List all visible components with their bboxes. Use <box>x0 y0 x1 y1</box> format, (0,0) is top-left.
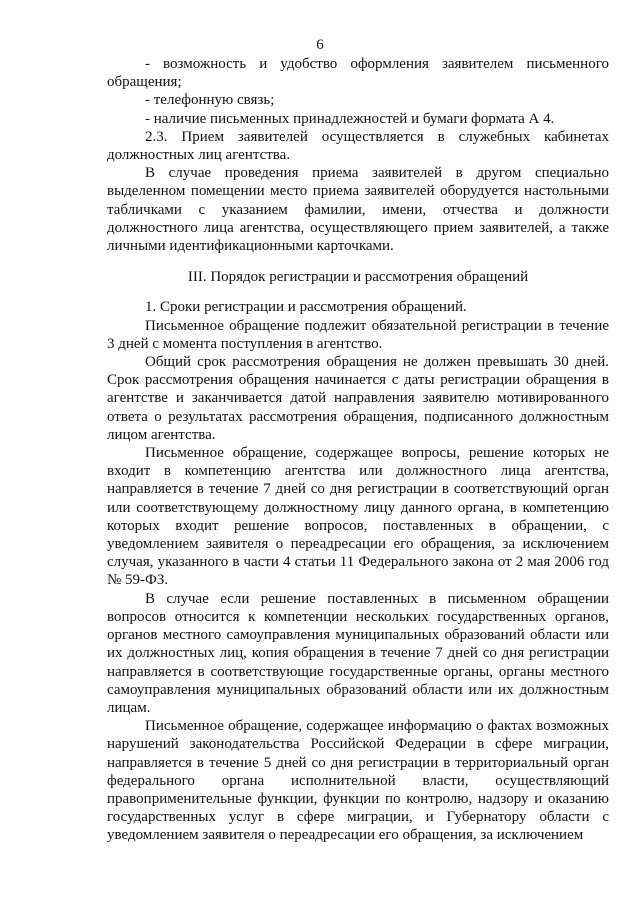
paragraph: - телефонную связь; <box>145 92 275 109</box>
paragraph: - наличие письменных принадлежностей и бумаги формата А 4. <box>145 110 555 127</box>
paragraph: Общий срок рассмотрения обращения не должен превышать 30 дней. Срок рассмотрения обращения начинается с даты регистрации обращения в агентстве и заканчивается датой направления заявителю мотивированного ответа о результатах рассмотрения обращения, подписанного должностным лицом агентства. <box>107 354 609 443</box>
paragraph: Письменное обращение, содержащее вопросы, решение которых не входит в компетенцию агентства или должностного лица агентства, направляется в течение 7 дней со дня регистрации в соответствующий орган или соответствующему должностному лицу данного органа, в компетенцию которых входит решение вопросов, поставленных в обращении, с уведомлением заявителя о переадресации его обращения, за исключением случая, указанного в части 4 статьи 11 Федерального закона от 2 мая 2006 год № 59-ФЗ. <box>107 445 609 589</box>
paragraph: 2.3. Прием заявителей осуществляется в служебных кабинетах должностных лиц агентства. <box>107 128 609 164</box>
paragraph: - возможность и удобство оформления заявителем письменного обращения; <box>107 56 609 91</box>
paragraph: Письменное обращение, содержащее информацию о фактах возможных нарушений законодательства Российской Федерации в сфере миграции, направляется в течение 5 дней со дня регистрации в территориальный орган федерального органа исполнительной власти, осуществляющий правоприменительные функции, функции по контролю, надзору и оказанию государственных услуг в сфере миграции, и Губернатору области с уведомлением заявителя о переадресации его обращения, за исключением <box>107 718 609 844</box>
page-number: 6 <box>316 37 324 53</box>
paragraph: 1. Сроки регистрации и рассмотрения обращений. <box>145 299 467 316</box>
section-heading: III. Порядок регистрации и рассмотрения обращений <box>187 269 529 286</box>
document-body <box>107 55 609 845</box>
paragraph: Письменное обращение подлежит обязательной регистрации в течение 3 дней с момента поступления в агентство. <box>107 317 609 352</box>
paragraph: В случае если решение поставленных в письменном обращении вопросов относится к компетенции нескольких государственных органов, органов местного самоуправления муниципальных образований области или их должностных лиц, копия обращения в течение 7 дней со дня регистрации направляется в соответствующие государственные органы, органы местного самоуправления муниципальных образований области или их должностным лицам. <box>107 590 609 716</box>
paragraph: В случае проведения приема заявителей в другом специально выделенном помещении место приема заявителей оборудуется настольными табличками с указанием фамилии, имени, отчества и должности должностного лица агентства, осуществляющего прием заявителей, а также личными идентификационными карточками. <box>107 165 609 255</box>
